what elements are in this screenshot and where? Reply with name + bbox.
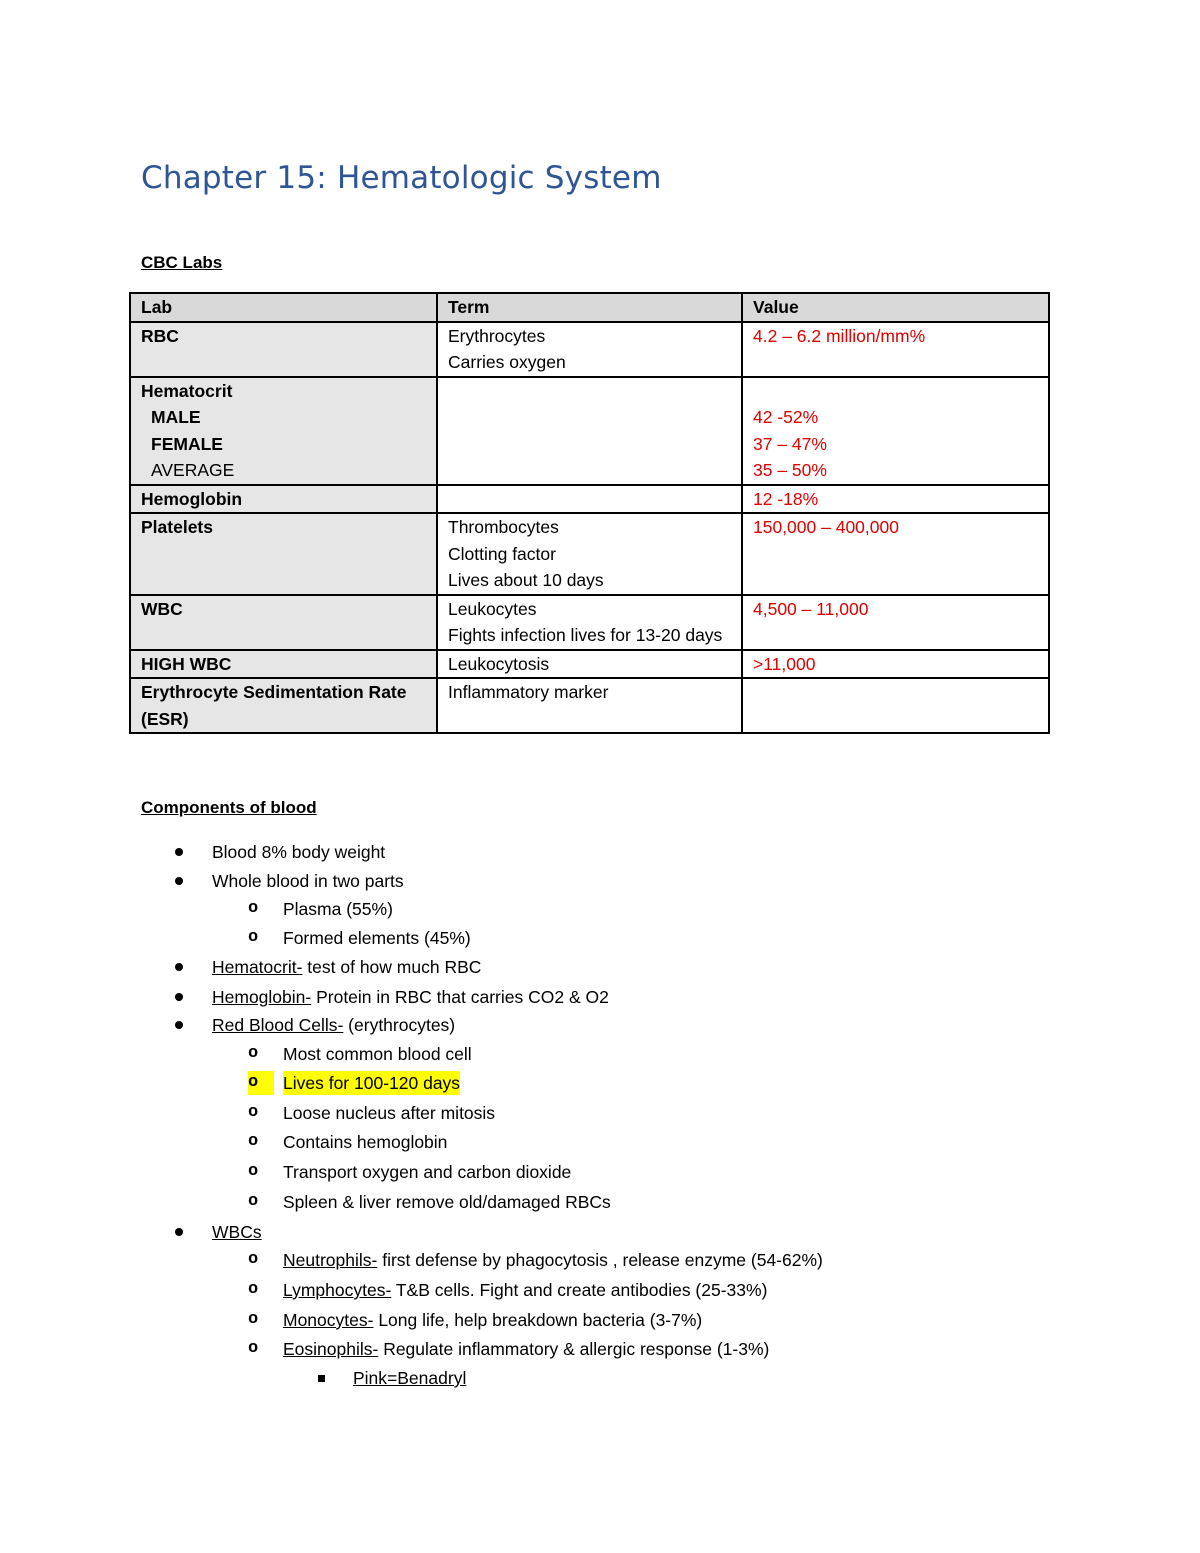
column-header-lab: Lab xyxy=(130,293,437,322)
value-cell: 4.2 – 6.2 million/mm% xyxy=(742,322,1049,377)
list-item xyxy=(283,1337,769,1361)
table-header-row xyxy=(130,293,1049,322)
bullet-icon xyxy=(175,848,183,856)
list-item-text: (erythrocytes) xyxy=(343,1015,456,1035)
value-cell: >11,000 xyxy=(742,650,1049,679)
list-item xyxy=(283,1042,472,1066)
list-item-text: Plasma (55%) xyxy=(283,899,393,919)
list-item-term: Eosinophils- xyxy=(283,1339,379,1359)
value-line: 37 – 47% xyxy=(753,433,827,454)
page-title: Chapter 15: Hematologic System xyxy=(141,160,662,196)
column-header-value: Value xyxy=(742,293,1049,322)
value-cell: 150,000 – 400,000 xyxy=(742,513,1049,595)
hollow-bullet-icon: o xyxy=(248,1192,259,1211)
value-cell xyxy=(742,678,1049,733)
lab-subgroup: FEMALE xyxy=(151,433,223,454)
term-line: Lives about 10 days xyxy=(448,570,604,590)
table-row-rbc xyxy=(130,322,1049,377)
list-item xyxy=(283,1130,447,1154)
square-bullet-icon xyxy=(318,1375,325,1382)
list-item-text: Spleen & liver remove old/damaged RBCs xyxy=(283,1192,611,1212)
table-row-high-wbc xyxy=(130,650,1049,679)
list-item-text: T&B cells. Fight and create antibodies (25-33%) xyxy=(391,1280,768,1300)
list-item-term: WBCs xyxy=(212,1222,262,1242)
list-item xyxy=(283,1160,571,1184)
term-cell: Inflammatory marker xyxy=(437,678,742,733)
bullet-icon xyxy=(175,877,183,885)
table-row-hemoglobin xyxy=(130,485,1049,514)
bullet-icon xyxy=(175,1021,183,1029)
list-item-term: Hematocrit- xyxy=(212,957,303,977)
lab-cell: Hemoglobin xyxy=(130,485,437,514)
value-cell xyxy=(742,377,1049,485)
lab-cell: Platelets xyxy=(130,513,437,595)
term-line: Carries oxygen xyxy=(448,352,566,372)
list-item-text: Protein in RBC that carries CO2 & O2 xyxy=(311,987,609,1007)
hollow-bullet-icon: o xyxy=(248,1339,259,1358)
list-item-text: Contains hemoglobin xyxy=(283,1132,448,1152)
hollow-bullet-icon: o xyxy=(248,899,259,918)
lab-cell: RBC xyxy=(130,322,437,377)
value-line xyxy=(753,378,1038,405)
list-item-text: Most common blood cell xyxy=(283,1044,472,1064)
column-header-term: Term xyxy=(437,293,742,322)
hollow-bullet-icon: o xyxy=(248,1071,274,1095)
list-item xyxy=(212,869,404,893)
term-line: Thrombocytes xyxy=(448,517,559,537)
list-item xyxy=(283,926,471,950)
list-item-text: Transport oxygen and carbon dioxide xyxy=(283,1162,572,1182)
term-line: Leukocytes xyxy=(448,598,537,619)
term-cell xyxy=(437,513,742,595)
lab-cell xyxy=(130,377,437,485)
list-item xyxy=(283,1071,460,1095)
value-line: 42 -52% xyxy=(753,407,819,427)
table-row-esr xyxy=(130,678,1049,733)
lab-subgroup: MALE xyxy=(151,407,201,427)
lab-cell: WBC xyxy=(130,595,437,650)
list-item-term: Hemoglobin- xyxy=(212,987,312,1007)
hollow-bullet-icon: o xyxy=(248,1044,259,1063)
list-item xyxy=(283,1101,495,1125)
list-item xyxy=(212,1013,455,1037)
bullet-icon xyxy=(175,1228,183,1236)
list-item xyxy=(212,955,481,979)
cbc-labs-heading: CBC Labs xyxy=(141,253,223,272)
cbc-labs-table xyxy=(129,292,1050,734)
hollow-bullet-icon: o xyxy=(248,928,259,947)
term-cell xyxy=(437,377,742,485)
term-cell xyxy=(437,595,742,650)
list-item-text: Lives for 100-120 days xyxy=(283,1073,461,1093)
list-item xyxy=(283,1190,611,1214)
list-item xyxy=(283,1278,767,1302)
list-item xyxy=(283,1308,702,1332)
lab-subgroup: AVERAGE xyxy=(151,460,235,480)
hollow-bullet-icon: o xyxy=(248,1280,259,1299)
table-row-platelets xyxy=(130,513,1049,595)
list-item-text: test of how much RBC xyxy=(302,957,482,977)
value-cell: 4,500 – 11,000 xyxy=(742,595,1049,650)
list-item xyxy=(283,897,393,921)
hollow-bullet-icon: o xyxy=(248,1250,259,1269)
term-cell xyxy=(437,322,742,377)
list-item-text: Formed elements (45%) xyxy=(283,928,471,948)
value-line: 35 – 50% xyxy=(753,460,827,480)
list-item-text: Whole blood in two parts xyxy=(212,871,404,891)
list-item-term: Neutrophils- xyxy=(283,1250,378,1270)
components-heading: Components of blood xyxy=(141,798,317,817)
list-item-term: Pink=Benadryl xyxy=(353,1368,467,1388)
lab-cell: Erythrocyte Sedimentation Rate (ESR) xyxy=(130,678,437,733)
list-item-term: Lymphocytes- xyxy=(283,1280,392,1300)
value-cell: 12 -18% xyxy=(742,485,1049,514)
list-item xyxy=(283,1248,823,1272)
list-item-text: first defense by phagocytosis , release enzyme (54-62%) xyxy=(377,1250,823,1270)
hollow-bullet-icon: o xyxy=(248,1132,259,1151)
term-cell xyxy=(437,485,742,514)
list-item xyxy=(353,1366,466,1390)
list-item-text: Regulate inflammatory & allergic response (1-3%) xyxy=(378,1339,770,1359)
table-row-hematocrit xyxy=(130,377,1049,485)
term-cell: Leukocytosis xyxy=(437,650,742,679)
list-item-text: Blood 8% body weight xyxy=(212,842,386,862)
list-item-term: Monocytes- xyxy=(283,1310,374,1330)
list-item-text: Long life, help breakdown bacteria (3-7%) xyxy=(373,1310,703,1330)
list-item xyxy=(212,840,385,864)
lab-cell: HIGH WBC xyxy=(130,650,437,679)
term-line: Clotting factor xyxy=(448,543,556,564)
list-item-term: Red Blood Cells- xyxy=(212,1015,344,1035)
hollow-bullet-icon: o xyxy=(248,1103,259,1122)
hollow-bullet-icon: o xyxy=(248,1162,259,1181)
list-item xyxy=(212,1220,262,1244)
table-row-wbc xyxy=(130,595,1049,650)
bullet-icon xyxy=(175,993,183,1001)
hollow-bullet-icon: o xyxy=(248,1310,259,1329)
lab-name: Hematocrit xyxy=(141,380,233,401)
term-line: Erythrocytes xyxy=(448,325,546,346)
list-item xyxy=(212,985,609,1009)
list-item-text: Loose nucleus after mitosis xyxy=(283,1103,496,1123)
term-line: Fights infection lives for 13-20 days xyxy=(448,625,723,645)
bullet-icon xyxy=(175,963,183,971)
